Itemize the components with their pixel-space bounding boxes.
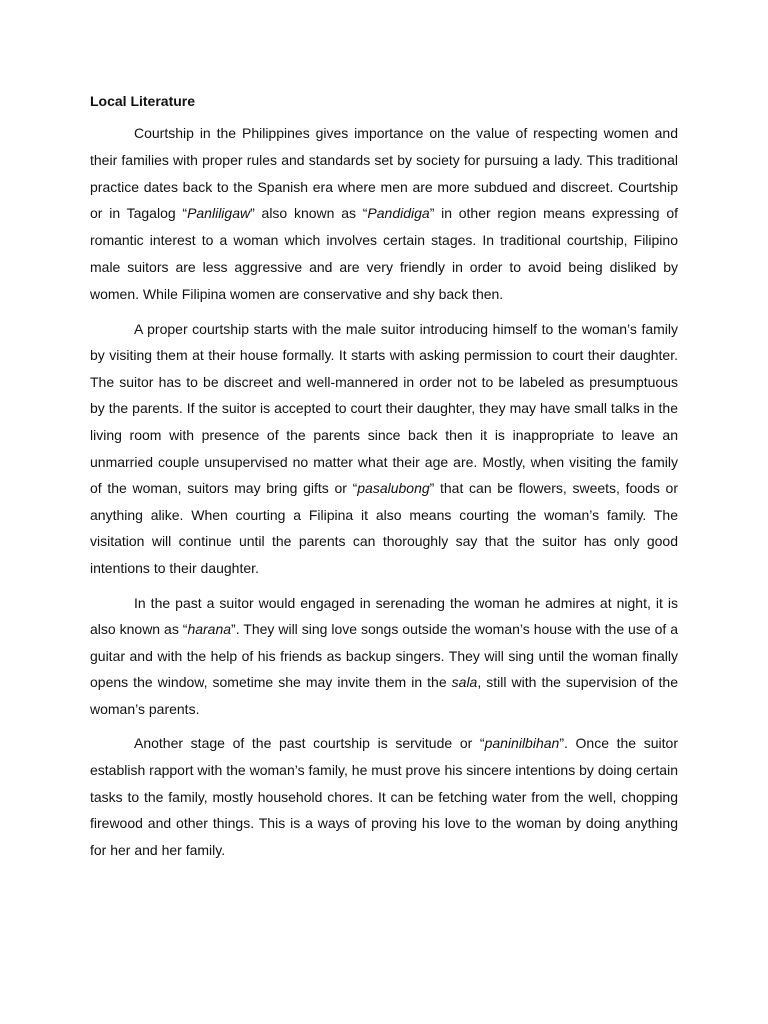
paragraph-2 <box>90 316 678 582</box>
paragraph-2-text-a: A proper courtship starts with the male suitor introducing himself to the woman’s family by visiting them at their house formally. It starts with asking permission to court their daughter. The suitor has to be discreet and well-mannered in order not to be labeled as presumptuous by the parents. If the suitor is accepted to court their daughter, they may have small talks in the living room with presence of the parents since back then it is inappropriate to leave an unmarried couple unsupervised no matter what their age are. Mostly, when visiting the family of the woman, suitors may bring gifts or “ <box>90 320 678 497</box>
paragraph-3-text-b: ”. They will sing love songs outside the woman’s house with the use of a guitar and with the help of his friends as backup singers. They will sing until the woman finally opens the window, sometime she may invite them in the <box>90 621 678 691</box>
paragraph-3 <box>90 590 678 723</box>
section-heading: Local Literature <box>90 93 196 109</box>
term-panliligaw: Panliligaw <box>187 205 251 222</box>
term-pasalubong: pasalubong <box>357 480 430 497</box>
paragraph-1-text-a: Courtship in the Philippines gives importance on the value of respecting women and their families with proper rules and standards set by society for pursuing a lady. This traditional practice dates back to the Spanish era where men are more subdued and discreet. Courtship or in Tagalog “ <box>90 125 678 222</box>
paragraph-1-text-b: ” also known as “ <box>250 205 368 222</box>
term-paninilbihan: paninilbihan <box>484 735 560 752</box>
term-harana: harana <box>187 621 232 638</box>
term-sala: sala <box>451 674 478 691</box>
paragraph-4-text-b: ”. Once the suitor establish rapport with the woman’s family, he must prove his sincere intentions by doing certain tasks to the family, mostly household chores. It can be fetching water from the well, chopping firewood and other things. This is a ways of proving his love to the woman by doing anything for her and her family. <box>90 735 678 859</box>
paragraph-1-text-c: ” in other region means expressing of romantic interest to a woman which involves certain stages. In traditional courtship, Filipino male suitors are less aggressive and are very friendly in order to avoid being disliked by women. While Filipina women are conservative and shy back then. <box>90 205 679 302</box>
document-page <box>90 88 678 872</box>
paragraph-2-text-b: ” that can be flowers, sweets, foods or anything alike. When courting a Filipina it also means courting the woman’s family. The visitation will continue until the parents can thoroughly say that the suitor has only good intentions to their daughter. <box>90 480 679 576</box>
term-pandidiga: Pandidiga <box>367 205 430 222</box>
paragraph-3-text-a: In the past a suitor would engaged in serenading the woman he admires at night, it is also known as “ <box>90 594 678 638</box>
paragraph-3-text-c: , still with the supervision of the woman’s parents. <box>90 674 678 717</box>
paragraph-4-text-a: Another stage of the past courtship is servitude or “ <box>134 735 485 752</box>
paragraph-1 <box>90 120 678 308</box>
paragraph-4 <box>90 730 678 864</box>
